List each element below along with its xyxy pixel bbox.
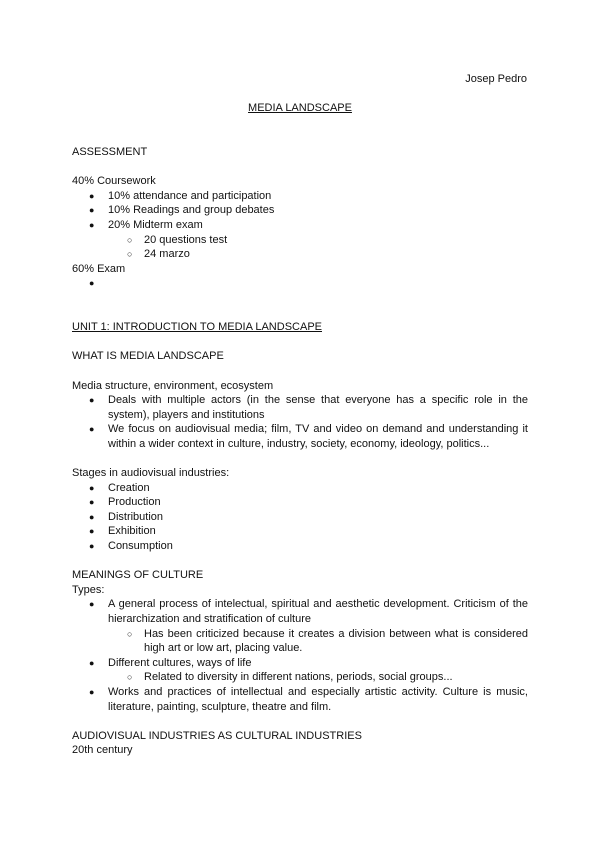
author-name: Josep Pedro (465, 73, 527, 85)
list-item: ● A general process of intelectual, spiritual and aesthetic development. Criticism of the hierarchization and stratification of culture (72, 597, 528, 626)
list-item-empty (72, 276, 528, 291)
stages-list (72, 481, 528, 554)
document-title: MEDIA LANDSCAPE (248, 102, 352, 114)
assessment-heading: ASSESSMENT (72, 146, 148, 158)
section-heading: AUDIOVISUAL INDUSTRIES AS CULTURAL INDUSTRIES (72, 729, 362, 742)
coursework-label: 40% Coursework (72, 175, 156, 188)
section-heading: WHAT IS MEDIA LANDSCAPE (72, 350, 224, 363)
document-body (72, 145, 528, 758)
list-item: ● Production (72, 495, 528, 510)
list-item: ● Works and practices of intellectual and especially artistic activity. Culture is music, literature, painting, sculpture, theatre and film. (72, 685, 528, 714)
paragraph: Media structure, environment, ecosystem (72, 379, 274, 392)
list-subitem: ○ Has been criticized because it creates a division between what is considered high art or low art, placing value. (72, 627, 528, 656)
coursework-list (72, 189, 528, 262)
types-label: Types: (72, 583, 105, 596)
media-list (72, 393, 528, 451)
list-item: ● 10% attendance and participation (72, 189, 528, 204)
list-item: ● Creation (72, 481, 528, 496)
section-heading: MEANINGS OF CULTURE (72, 569, 204, 582)
list-subitem: ○ 24 marzo (72, 247, 528, 262)
list-item: ● Distribution (72, 510, 528, 525)
paragraph: 20th century (72, 744, 133, 757)
culture-list (72, 597, 528, 714)
exam-label: 60% Exam (72, 262, 126, 275)
list-item: ● 20% Midterm exam (72, 218, 528, 233)
list-subitem: ○ 20 questions test (72, 233, 528, 248)
list-item: ● 10% Readings and group debates (72, 203, 528, 218)
list-item: ● Different cultures, ways of life (72, 656, 528, 671)
list-item: ● We focus on audiovisual media; film, TV and video on demand and understanding it within a wider context in culture, industry, society, economy, ideology, politics... (72, 422, 528, 451)
paragraph: Stages in audiovisual industries: (72, 467, 230, 480)
list-item: ● Consumption (72, 539, 528, 554)
list-item: ● Exhibition (72, 524, 528, 539)
exam-list (72, 276, 528, 291)
list-item: ● Deals with multiple actors (in the sense that everyone has a specific role in the system), players and institutions (72, 393, 528, 422)
unit-heading: UNIT 1: INTRODUCTION TO MEDIA LANDSCAPE (72, 321, 322, 334)
list-subitem: ○ Related to diversity in different nations, periods, social groups... (72, 670, 528, 685)
